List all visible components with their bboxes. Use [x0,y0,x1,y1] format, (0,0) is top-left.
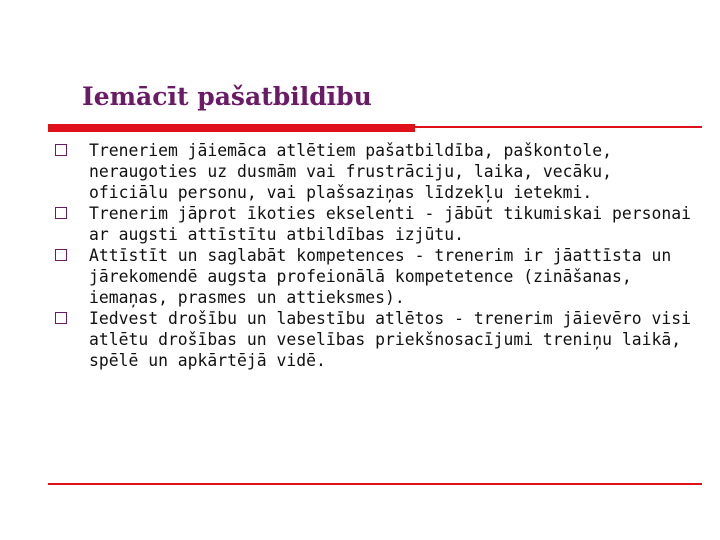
footer-rule [48,483,702,485]
hollow-square-bullet-icon [55,207,67,219]
hollow-square-bullet-icon [55,144,67,156]
bullet-item [54,203,694,245]
bullet-item [54,140,694,203]
bullet-text: Iedvest drošību un labestību atlētos - trenerim jāievēro visi atlētu drošības un veselības priekšnosacījumi treniņu laikā, spēlē un apkārtējā vidē. [89,309,691,370]
title-underline-thin [415,126,702,128]
bullet-item [54,245,694,308]
bullet-list [54,140,694,371]
bullet-item [54,308,694,371]
bullet-text: Attīstīt un saglabāt kompetences - trenerim ir jāattīsta un jārekomendē augsta profeionālā kompetetence (zināšanas, iemaņas, prasmes un attieksmes). [89,246,672,307]
title-underline-thick [48,124,415,132]
slide-title: Iemācīt pašatbildību [82,82,372,111]
hollow-square-bullet-icon [55,312,67,324]
bullet-text: Trenerim jāprot īkoties ekselenti - jābūt tikumiskai personai ar augsti attīstītu atbildības izjūtu. [89,204,691,244]
hollow-square-bullet-icon [55,249,67,261]
bullet-text: Treneriem jāiemāca atlētiem pašatbildība, paškontole, neraugoties uz dusmām vai frustrāciju, laika, vecāku, oficiālu personu, vai plašsaziņas līdzekļu ietekmi. [89,141,613,202]
